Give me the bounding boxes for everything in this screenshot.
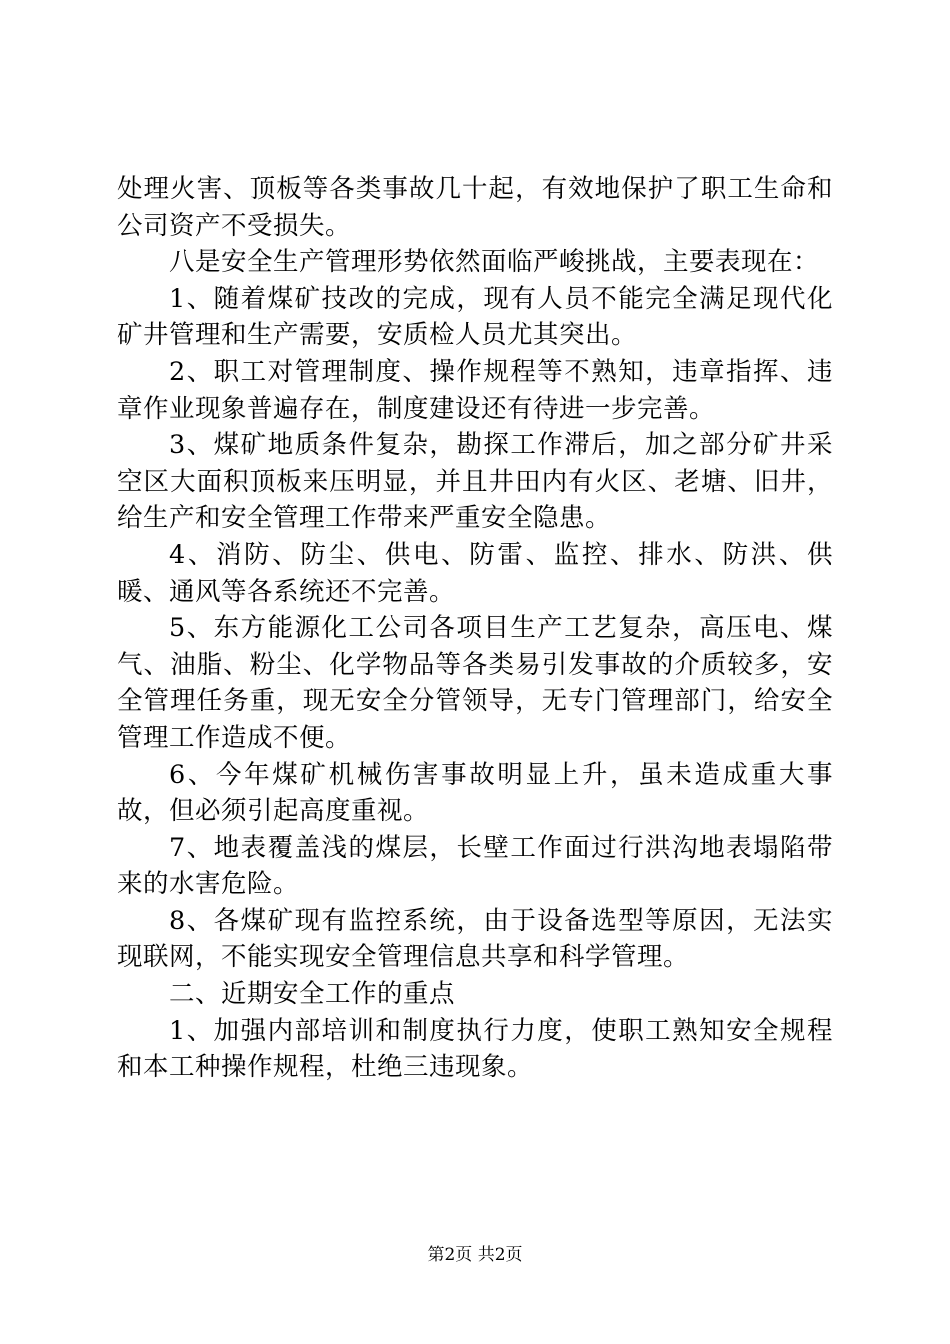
paragraph: 6、今年煤矿机械伤害事故明显上升，虽未造成重大事故，但必须引起高度重视。 [117, 759, 833, 827]
section-heading: 二、近期安全工作的重点 [169, 979, 456, 1010]
document-body [117, 171, 833, 1086]
paragraph: 八是安全生产管理形势依然面临严峻挑战，主要表现在： [169, 247, 820, 278]
paragraph: 3、煤矿地质条件复杂，勘探工作滞后，加之部分矿井采空区大面积顶板来压明显，并且井田内有火区、老塘、旧井，给生产和安全管理工作带来严重安全隐患。 [117, 430, 833, 534]
paragraph: 1、加强内部培训和制度执行力度，使职工熟知安全规程和本工种操作规程，杜绝三违现象。 [117, 1015, 833, 1083]
paragraph: 1、随着煤矿技改的完成，现有人员不能完全满足现代化矿井管理和生产需要，安质检人员尤其突出。 [117, 283, 833, 351]
paragraph: 7、地表覆盖浅的煤层，长壁工作面过行洪沟地表塌陷带来的水害危险。 [117, 832, 833, 900]
paragraph: 2、职工对管理制度、操作规程等不熟知，违章指挥、违章作业现象普遍存在，制度建设还有待进一步完善。 [117, 356, 833, 424]
paragraph: 8、各煤矿现有监控系统，由于设备选型等原因，无法实现联网，不能实现安全管理信息共享和科学管理。 [117, 905, 833, 973]
paragraph: 5、东方能源化工公司各项目生产工艺复杂，高压电、煤气、油脂、粉尘、化学物品等各类易引发事故的介质较多，安全管理任务重，现无安全分管领导，无专门管理部门，给安全管理工作造成不便。 [117, 613, 833, 753]
paragraph: 处理火害、顶板等各类事故几十起，有效地保护了职工生命和公司资产不受损失。 [117, 174, 833, 241]
page-number-footer: 第2页 共2页 [427, 1245, 523, 1265]
paragraph: 4、消防、防尘、供电、防雷、监控、排水、防洪、供暖、通风等各系统还不完善。 [117, 539, 833, 607]
